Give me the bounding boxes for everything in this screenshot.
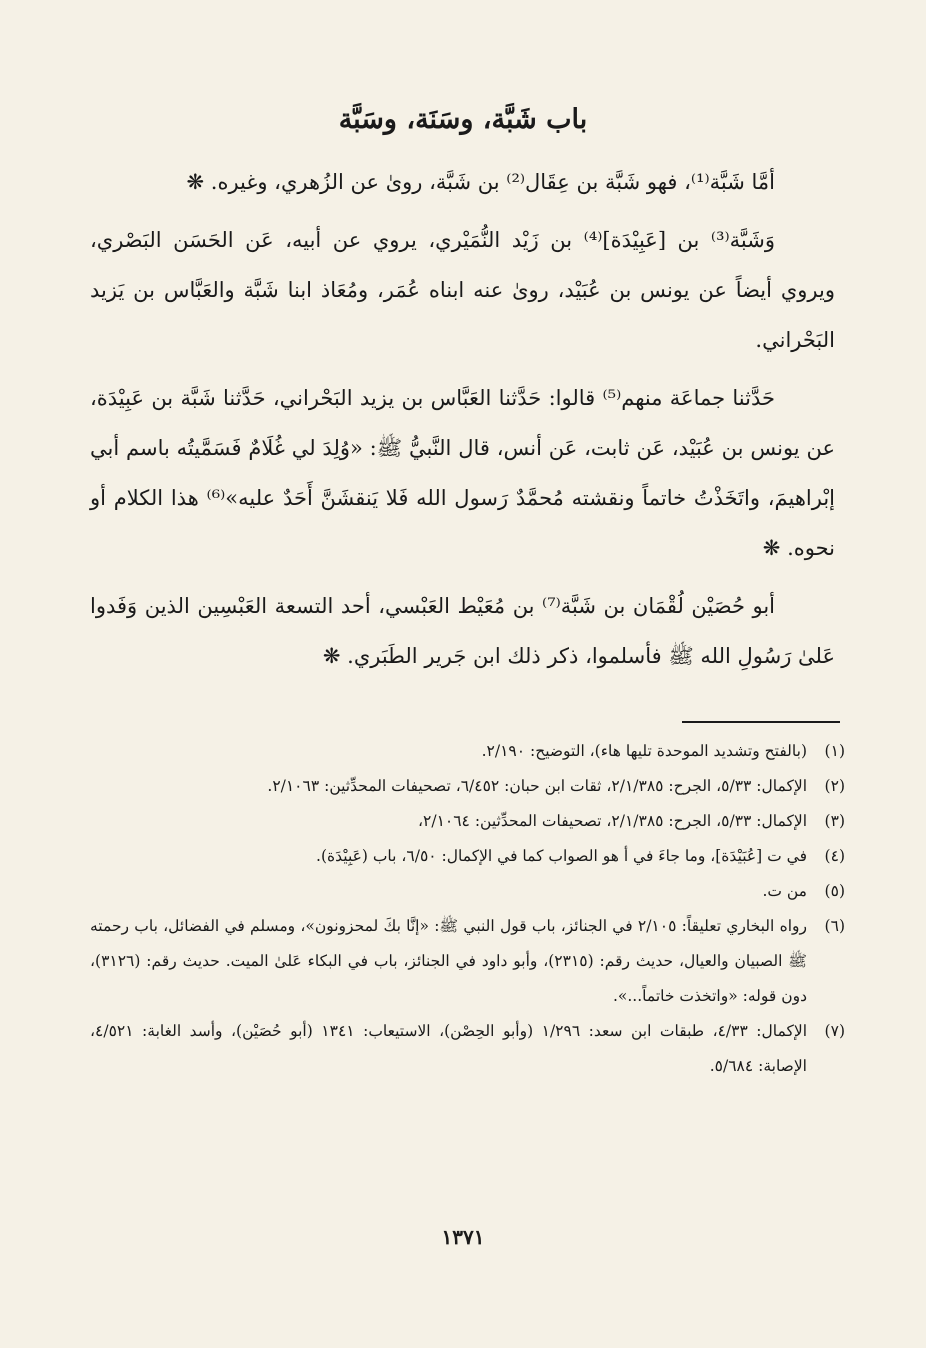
paragraph-shabba-ibn-abida: وَشَبَّة⁽³⁾ بن [عَبِيْدَة]⁽⁴⁾ بن زَيْد النُّمَيْري، يروي عن أبيه، عَن الحَسَن البَصْري، ويروي أيضاً عن يونس بن عُبَيْد، روىٰ عنه ابناه عُمَر، ومُعَاذ ابنا شَبَّة والعَبَّاس بن يَزيد البَحْراني.: [90, 228, 835, 352]
footnote-text: الإكمال: ٥/٣٣، الجرح: ٢/١/٣٨٥، ثقات ابن حبان: ٦/٤٥٢، تصحيفات المحدِّثين: ٢/١٠٦٣.: [267, 777, 807, 795]
main-text: [90, 157, 835, 689]
footnote-number: (٣): [824, 812, 845, 830]
page-number: ١٣٧١: [441, 1225, 485, 1249]
paragraph-abu-husayn: أبو حُصَيْن لُقْمَان بن شَبَّة⁽⁷⁾ بن مُعَيْط العَبْسي، أحد التسعة العَبْسِين الذين وَفَدوا عَلىٰ رَسُولِ الله ﷺ فأسلموا، ذكر ذلك ابن جَرير الطَبَري. ❋: [90, 594, 835, 668]
footnote-number: (٧): [824, 1022, 845, 1040]
footnote-number: (١): [824, 742, 845, 760]
footnote-text: في ت [عُبَيْدَة]، وما جاءَ في أ هو الصواب كما في الإكمال: ٦/٥٠، باب (عَبِيْدَة).: [316, 847, 807, 865]
footnote-text: الإكمال: ٥/٣٣، الجرح: ٢/١/٣٨٥، تصحيفات المحدِّثين: ٢/١٠٦٤،: [418, 812, 807, 830]
footnote: [90, 874, 845, 909]
footnotes: [90, 734, 845, 1084]
footnote-number: (٥): [824, 882, 845, 900]
footnote: [90, 909, 845, 1014]
chapter-title: باب شَبَّة، وسَنَة، وسَبَّة: [338, 104, 588, 135]
footnote-text: الإكمال: ٤/٣٣، طبقات ابن سعد: ١/٢٩٦ (وأبو الحِصْن)، الاستيعاب: ١٣٤١ (أبو حُصَيْن)، وأسد الغابة: ٤/٥٢١، الإصابة: ٥/٦٨٤.: [90, 1022, 807, 1075]
paragraph-shabba-ibn-iqal: أمَّا شَبَّة⁽¹⁾، فهو شَبَّة بن عِقَال⁽²⁾ بن شَبَّة، روىٰ عن الزُهري، وغيره. ❋: [186, 170, 775, 194]
footnote-divider: [682, 721, 840, 723]
footnote-text: رواه البخاري تعليقاً: ٢/١٠٥ في الجنائز، باب قول النبي ﷺ: «إنَّا بكَ لمحزونون»، ومسلم في الفضائل، باب رحمته ﷺ الصبيان والعيال، حديث رقم: (٢٣١٥)، وأبو داود في الجنائز، باب في البكاء عَلىٰ الميت. حديث رقم: (٣١٢٦)، دون قوله: «واتخذت خاتماً...».: [90, 917, 808, 1005]
footnote: [90, 804, 845, 839]
footnote-number: (٢): [824, 777, 845, 795]
footnote: [90, 734, 845, 769]
footnote: [90, 1014, 845, 1084]
footnote: [90, 839, 845, 874]
footnote-number: (٤): [824, 847, 845, 865]
footnote: [90, 769, 845, 804]
footnote-text: (بالفتح وتشديد الموحدة تليها هاء)، التوضيح: ٢/١٩٠.: [481, 742, 807, 760]
paragraph-hadith-narration: حَدَّثنا جماعَة منهم⁽⁵⁾ قالوا: حَدَّثنا العَبَّاس بن يزيد البَحْراني، حَدَّثنا شَبَّة بن عَبِيْدَة، عن يونس بن عُبَيْد، عَن ثابت، عَن أنس، قال النَّبيُّ ﷺ: «وُلِدَ لي غُلَامٌ فَسَمَّيتُه باسم أبي إبْراهيمَ، واتَخَذْتُ خاتماً ونقشته مُحمَّدٌ رَسول الله فَلا يَنقشَنَّ أَحَدٌ عليه»⁽⁶⁾ هذا الكلام أو نحوه. ❋: [90, 386, 836, 560]
footnote-number: (٦): [824, 917, 845, 935]
footnote-text: من ت.: [762, 882, 807, 900]
